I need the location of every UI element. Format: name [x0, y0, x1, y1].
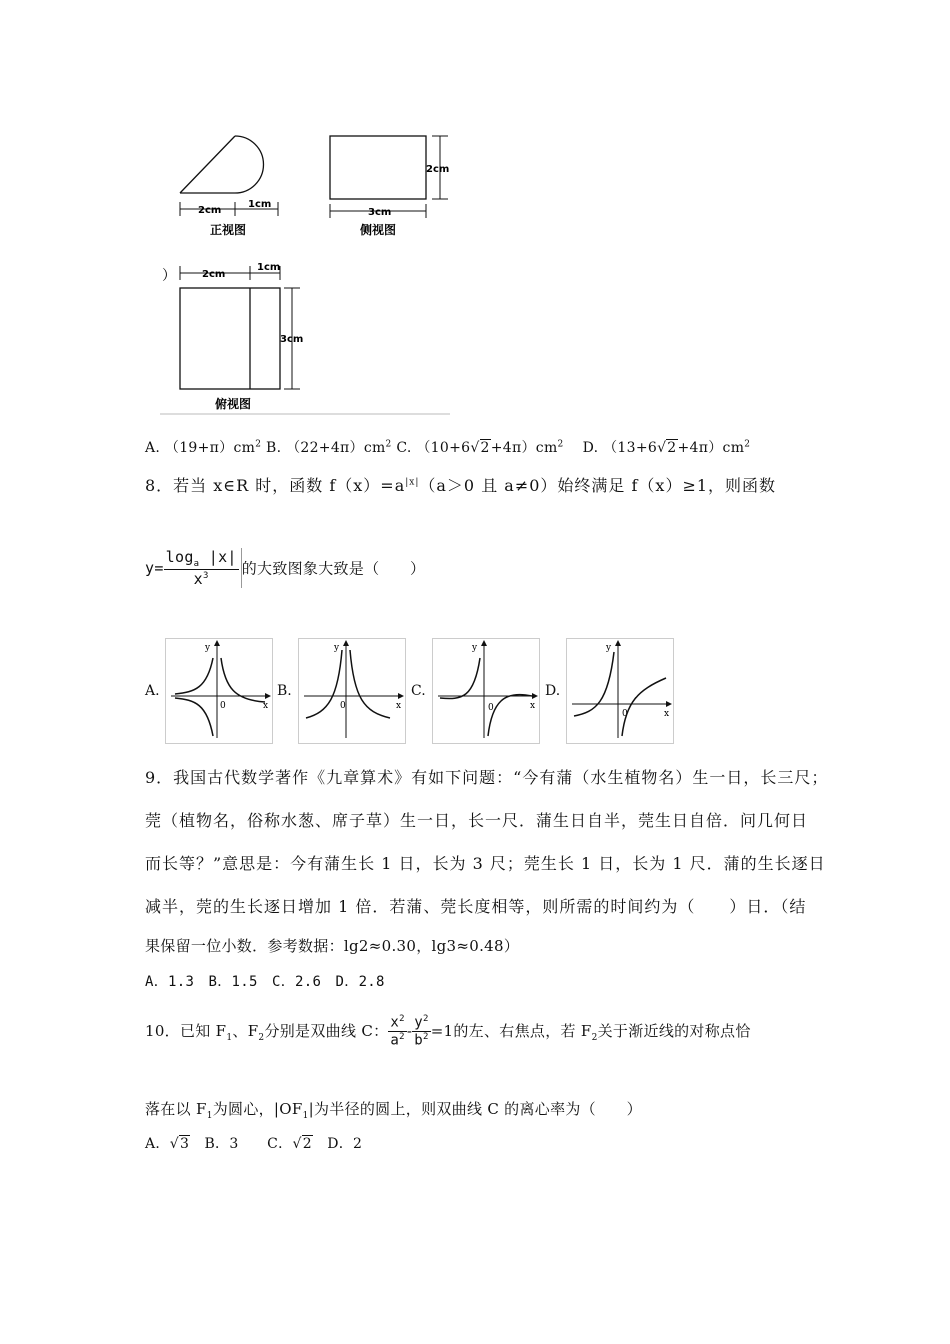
svg-text:x: x: [530, 701, 536, 711]
svg-text:x: x: [263, 701, 269, 711]
side-view: [330, 136, 426, 199]
q9-line-1: 9．我国古代数学著作《九章算术》有如下问题：“今有蒲（水生植物名）生一日，长三尺；: [145, 768, 829, 787]
q8-graph-c: [432, 638, 540, 744]
svg-text:y: y: [472, 643, 478, 653]
q8-option-a: A.: [145, 683, 160, 699]
top-view: [180, 288, 280, 389]
q8-graph-a: [165, 638, 273, 744]
svg-text:y: y: [205, 643, 211, 653]
q7-option-d: D. $(13+6√2+4\pi)cm^2$: [582, 439, 751, 456]
q7-option-a: A. （19+π）cm: [145, 440, 256, 456]
q10-options: A．√3 B．3 C．√2 D．2: [145, 1136, 363, 1152]
front-view: [180, 136, 263, 193]
svg-text:0: 0: [488, 703, 494, 713]
svg-text:x: x: [664, 709, 670, 719]
q9-line-2: 莞（植物名，俗称水葱、席子草）生一日，长一尺．蒲生日自半，莞生日自倍．问几何日: [145, 811, 809, 830]
q10-stem: 10．已知 $F_1$、$F_2$分别是双曲线 C： $\frac{x^2}{a^2}$ - $\frac{y^2}{b^2}$ =1的左、右焦点，若 $F_2$关于渐近线的对称点恰: [145, 1014, 751, 1049]
front-dim-1cm: 1cm: [248, 199, 272, 210]
svg-text:y: y: [334, 643, 340, 653]
top-dim-2cm: 2cm: [202, 269, 226, 280]
q8-function: y= $\frac{\log_a |x|}{x^3}$ 的大致图象大致是（ ）: [145, 548, 426, 588]
q7-option-b: B. （22+4π）cm: [265, 440, 386, 456]
front-view-caption: 正视图: [210, 223, 247, 237]
q8-option-b: B.: [277, 683, 292, 699]
top-dimensions: [180, 266, 300, 389]
q8-option-c: C.: [411, 683, 426, 699]
svg-text:y: y: [606, 643, 612, 653]
side-view-caption: 侧视图: [360, 223, 397, 237]
svg-text:0: 0: [622, 709, 628, 719]
front-dim-2cm: 2cm: [198, 205, 222, 216]
q8-option-d: D.: [545, 683, 561, 699]
q9-line-3: 而长等？”意思是：今有蒲生长 1 日，长为 3 尺；莞生长 1 日，长为 1 尺．蒲的生长逐日: [145, 854, 826, 873]
q9-line-5: 果保留一位小数．参考数据：lg2≈0.30，lg3≈0.48）: [145, 937, 520, 955]
top-dim-1cm: 1cm: [257, 262, 281, 273]
q8-graph-d: [566, 638, 674, 744]
svg-text:0: 0: [220, 701, 226, 711]
q9-line-4: 减半，莞的生长逐日增加 1 倍．若蒲、莞长度相等，则所需的时间约为（ ）日．（结: [145, 897, 807, 916]
top-dim-3cm: 3cm: [280, 334, 304, 345]
q8-graph-b: [298, 638, 406, 744]
svg-text:x: x: [396, 701, 402, 711]
q7-options: A. $(19+\pi)cm^2$ B. $(22+4\pi)cm^2$ C. $(10+6√2+4\pi)cm^2$ D. $(13+6√2+4\pi)cm^2$: [145, 439, 751, 456]
stray-paren: ）: [162, 268, 176, 284]
q8-stem: 8．若当 x∈R 时，函数 $f(x)=a^{|x|}(a>0$ 且 a≠0）始终满足 f（x）≥1，则函数: [145, 476, 777, 495]
q10-line-2: 落在以 $F_1$为圆心，$|OF_1|$为半径的圆上，则双曲线 C 的离心率为（ ）: [145, 1100, 642, 1121]
side-dim-2cm: 2cm: [426, 164, 450, 175]
side-dimensions: [330, 136, 448, 218]
q7-option-c: C. $(10+6√2+4\pi)cm^2$: [396, 439, 564, 456]
three-view-figure: [160, 130, 460, 420]
q9-options: A．1.3 B．1.5 C．2.6 D．2.8: [145, 974, 385, 990]
top-view-caption: 俯视图: [215, 397, 252, 411]
svg-text:0: 0: [340, 701, 346, 711]
side-dim-3cm: 3cm: [368, 207, 392, 218]
